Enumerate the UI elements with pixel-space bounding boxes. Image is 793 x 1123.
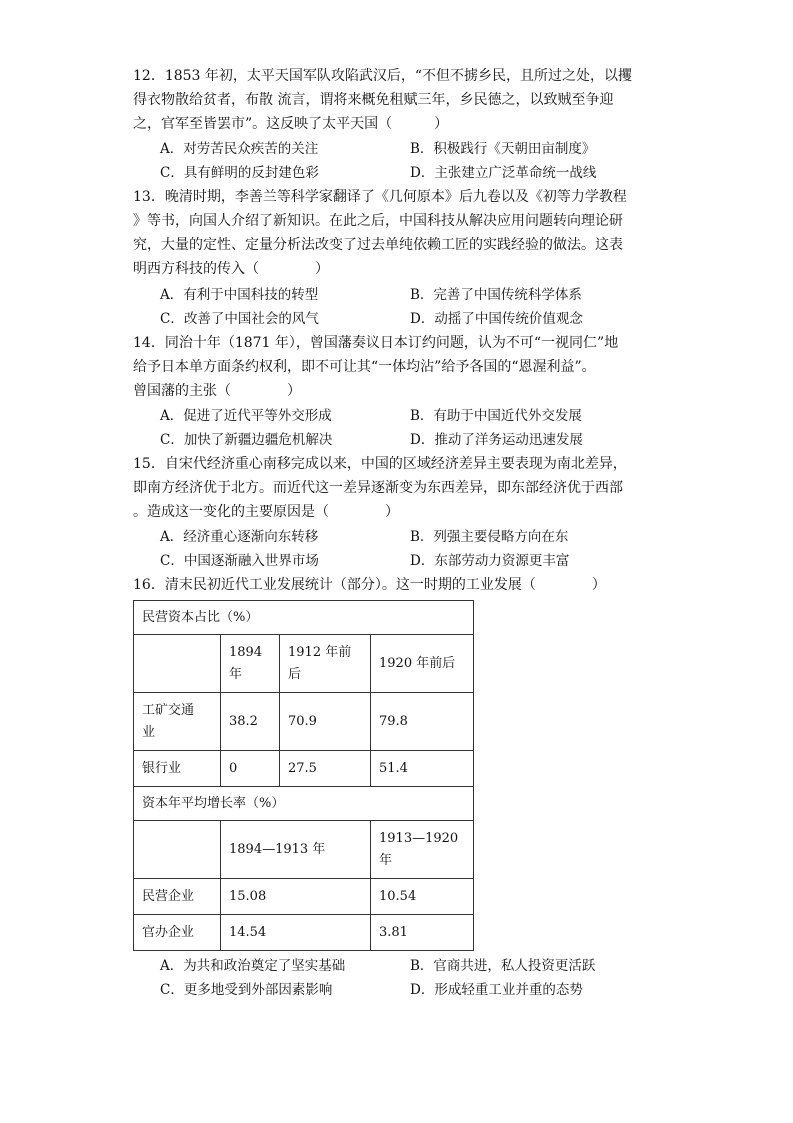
question-line: 16．清末民初近代工业发展统计（部分）。这一时期的工业发展（ ） <box>133 577 606 593</box>
table-cell: 14.54 <box>221 915 371 951</box>
question-13 <box>133 185 681 281</box>
question-line: 之，官军至皆罢市”。这反映了太平天国（ ） <box>133 116 449 132</box>
option-a[interactable]: A．促进了近代平等外交形成 <box>160 408 332 424</box>
question-line: 》等书，向国人介绍了新知识。在此之后，中国科技从解决应用问题转向理论研 <box>133 213 623 229</box>
table-cell: 38.2 <box>221 693 280 751</box>
question-15-options <box>160 525 680 573</box>
option-b[interactable]: B．积极践行《天朝田亩制度》 <box>410 141 596 157</box>
question-line: 得衣物散给贫者，布散 流言，谓将来概免租赋三年，乡民德之，以致贼至争迎 <box>133 92 614 108</box>
table-header-cell: 1920 年前后 <box>371 635 474 693</box>
question-13-options <box>160 283 680 331</box>
industry-stats-table <box>133 600 474 951</box>
table-cell: 10.54 <box>371 879 474 915</box>
table-row <box>134 879 474 915</box>
option-c[interactable]: C．中国逐渐融入世界市场 <box>160 553 319 569</box>
table-section-title: 资本年平均增长率（%） <box>134 787 474 821</box>
option-d[interactable]: D．主张建立广泛革命统一战线 <box>410 165 597 181</box>
question-16-options <box>160 954 680 1002</box>
table-cell: 79.8 <box>371 693 474 751</box>
row-label: 银行业 <box>134 751 221 787</box>
question-14 <box>133 331 681 403</box>
table-corner-cell <box>134 635 221 693</box>
question-14-options <box>160 404 680 452</box>
option-b[interactable]: B．官商共进，私人投资更活跃 <box>410 958 596 974</box>
table-row <box>134 751 474 787</box>
table-cell: 70.9 <box>280 693 371 751</box>
table-header-cell: 1912 年前 后 <box>280 635 371 693</box>
option-a[interactable]: A．有利于中国科技的转型 <box>160 287 319 303</box>
option-d[interactable]: D．推动了洋务运动迅速发展 <box>410 432 583 448</box>
table-header-cell: 1913—1920 年 <box>371 821 474 879</box>
table-cell: 3.81 <box>371 915 474 951</box>
question-12-options <box>160 137 680 185</box>
option-b[interactable]: B．完善了中国传统科学体系 <box>410 287 582 303</box>
question-line: 曾国藩的主张（ ） <box>133 383 301 399</box>
option-a[interactable]: A．经济重心逐渐向东转移 <box>160 529 319 545</box>
table-corner-cell <box>134 821 221 879</box>
option-d[interactable]: D．动摇了中国传统价值观念 <box>410 311 583 327</box>
table-cell: 51.4 <box>371 751 474 787</box>
table-cell: 0 <box>221 751 280 787</box>
option-a[interactable]: A．对劳苦民众疾苦的关注 <box>160 141 319 157</box>
option-a[interactable]: A．为共和政治奠定了坚实基础 <box>160 958 346 974</box>
table-row <box>134 915 474 951</box>
table-header-cell: 1894—1913 年 <box>221 821 371 879</box>
row-label: 官办企业 <box>134 915 221 951</box>
option-c[interactable]: C．更多地受到外部因素影响 <box>160 982 333 998</box>
option-c[interactable]: C．改善了中国社会的风气 <box>160 311 319 327</box>
table-section-title: 民营资本占比（%） <box>134 601 474 635</box>
option-d[interactable]: D．形成轻重工业并重的态势 <box>410 982 583 998</box>
question-line: 究，大量的定性、定量分析法改变了过去单纯依赖工匠的实践经验的做法。这表 <box>133 237 623 253</box>
question-line: 给予日本单方面条约权利，即不可让其“一体均沾”给予各国的“恩渥利益”。 <box>133 359 596 375</box>
option-c[interactable]: C．具有鲜明的反封建色彩 <box>160 165 319 181</box>
table-header-cell: 1894 年 <box>221 635 280 693</box>
option-b[interactable]: B．有助于中国近代外交发展 <box>410 408 582 424</box>
question-12 <box>133 64 681 136</box>
question-line: 13．晚清时期，李善兰等科学家翻译了《几何原本》后九卷以及《初等力学教程 <box>133 189 627 205</box>
table-cell: 15.08 <box>221 879 371 915</box>
question-15 <box>133 452 681 524</box>
option-b[interactable]: B．列强主要侵略方向在东 <box>410 529 569 545</box>
question-line: 14．同治十年（1871 年），曾国藩奏议日本订约问题，认为不可“一视同仁”地 <box>133 335 619 351</box>
question-line: 12．1853 年初，太平天国军队攻陷武汉后，“不但不掳乡民，且所过之处，以攫 <box>133 68 633 84</box>
row-label: 民营企业 <box>134 879 221 915</box>
question-line: 即南方经济优于北方。而近代这一差异逐渐变为东西差异，即东部经济优于西部 <box>133 480 623 496</box>
question-16 <box>133 573 681 597</box>
question-line: 明西方科技的传入（ ） <box>133 261 329 277</box>
table-row <box>134 693 474 751</box>
question-line: 。造成这一变化的主要原因是（ ） <box>133 504 399 520</box>
option-c[interactable]: C．加快了新疆边疆危机解决 <box>160 432 333 448</box>
question-line: 15．自宋代经济重心南移完成以来，中国的区域经济差异主要表现为南北差异， <box>133 456 627 472</box>
row-label: 工矿交通 业 <box>134 693 221 751</box>
option-d[interactable]: D．东部劳动力资源更丰富 <box>410 553 570 569</box>
table-cell: 27.5 <box>280 751 371 787</box>
